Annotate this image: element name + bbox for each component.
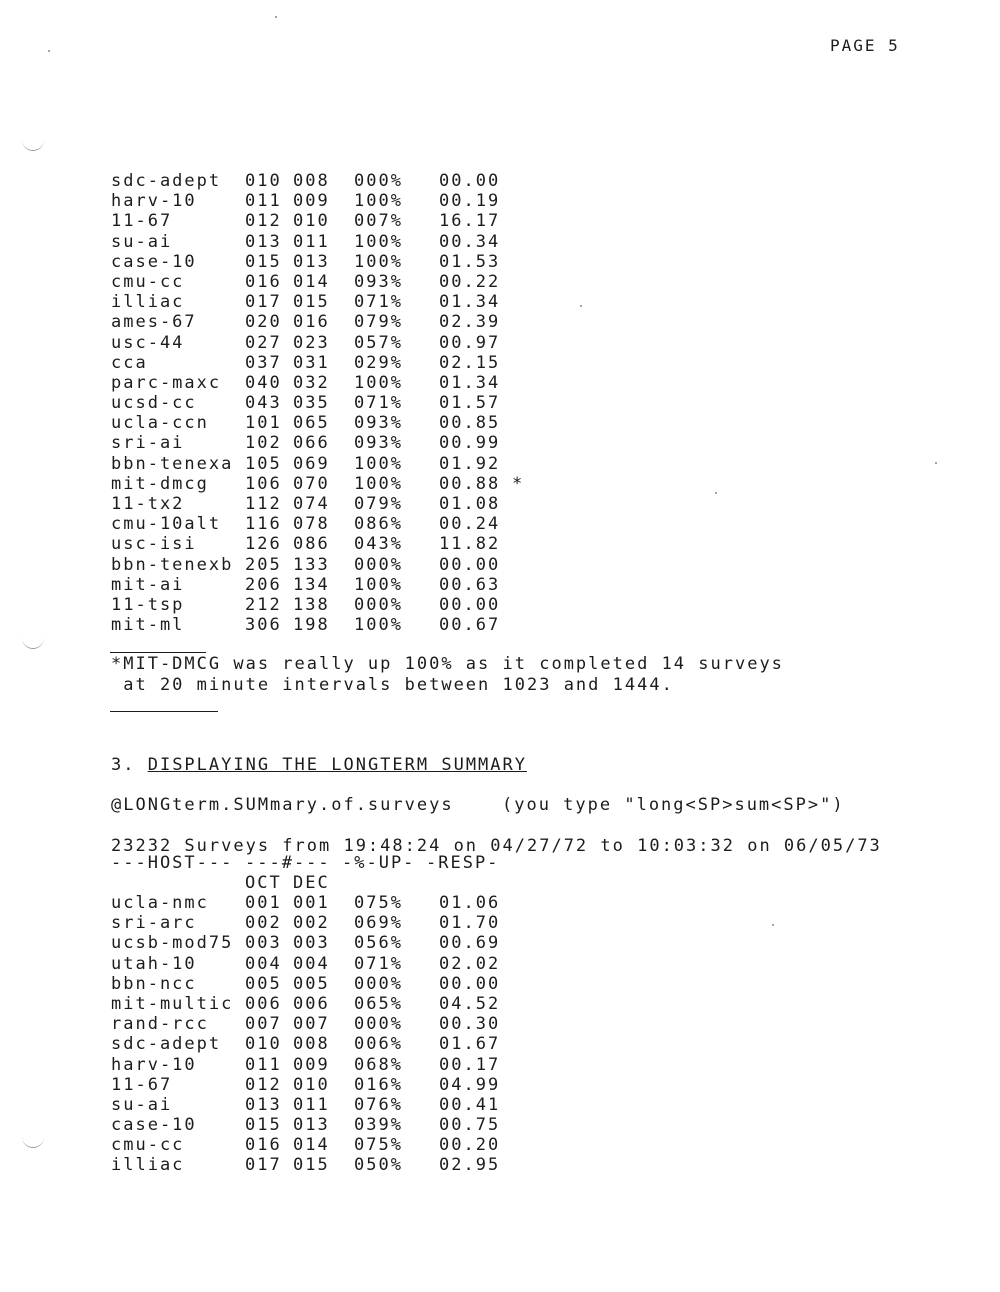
cell-host: rand-rcc [111, 1014, 209, 1035]
cell-host: su-ai [111, 1094, 173, 1115]
cell-dec: 138 [293, 594, 330, 615]
cell-host: usc-44 [111, 332, 185, 353]
cell-up: 100% [354, 574, 403, 595]
cell-up: 029% [354, 352, 403, 373]
cell-host: harv-10 [111, 191, 197, 212]
cell-oct: 005 [245, 973, 282, 994]
cell-oct: 004 [245, 953, 282, 974]
cell-host: case-10 [111, 251, 197, 272]
section-number: 3. [111, 755, 148, 775]
cell-dec: 015 [293, 292, 330, 313]
cell-up: 068% [354, 1054, 403, 1075]
cell-dec: 009 [293, 191, 330, 212]
cell-dec: 006 [293, 993, 330, 1014]
cell-host: ucsb-mod75 [111, 933, 234, 954]
footnote-rule [110, 652, 206, 653]
cell-host: 11-tx2 [111, 494, 185, 514]
cell-oct: 306 [245, 615, 282, 636]
cell-dec: 010 [293, 1074, 330, 1095]
cell-resp: 00.88 [439, 473, 501, 494]
scan-speck [772, 924, 774, 926]
cell-host: mit-dmcg [111, 473, 209, 494]
cell-dec: 011 [293, 231, 330, 252]
cell-up: 000% [354, 554, 403, 575]
cell-up: 075% [354, 1135, 403, 1156]
cell-resp: 00.00 [439, 554, 501, 575]
cell-dec: 013 [293, 1115, 330, 1136]
col-subheader-oct: OCT [245, 873, 282, 893]
cell-oct: 101 [245, 413, 282, 434]
cell-host: sri-ai [111, 433, 185, 454]
col-header-number: ---#--- [245, 853, 331, 873]
cell-oct: 003 [245, 933, 282, 954]
cell-up: 100% [354, 453, 403, 474]
cell-dec: 011 [293, 1094, 330, 1115]
cell-up: 100% [354, 231, 403, 252]
cell-up: 007% [354, 211, 403, 232]
cell-up: 079% [354, 312, 403, 333]
cell-resp: 02.39 [439, 312, 501, 333]
col-header-response: -RESP- [426, 853, 500, 873]
cell-host: 11-tsp [111, 594, 185, 615]
cell-oct: 017 [245, 292, 282, 313]
cell-up: 093% [354, 413, 403, 434]
footnote-line: at 20 minute intervals between 1023 and 1444. [111, 675, 674, 695]
cell-host: harv-10 [111, 1054, 197, 1075]
cell-oct: 037 [245, 352, 282, 373]
cell-oct: 013 [245, 1094, 282, 1115]
cell-oct: 027 [245, 332, 282, 353]
cell-host: mit-multic [111, 993, 234, 1014]
cell-oct: 040 [245, 372, 282, 393]
cell-dec: 066 [293, 433, 330, 454]
cell-up: 100% [354, 251, 403, 272]
cell-oct: 010 [245, 1034, 282, 1055]
cell-resp: 00.17 [439, 1054, 501, 1075]
cell-up: 000% [354, 171, 403, 191]
cell-host: parc-maxc [111, 372, 222, 393]
cell-host: sdc-adept [111, 1034, 222, 1055]
scan-mark [22, 1137, 44, 1148]
cell-oct: 012 [245, 211, 282, 232]
cell-oct: 206 [245, 574, 282, 595]
cell-resp: 00.00 [439, 594, 501, 615]
cell-host: case-10 [111, 1115, 197, 1136]
cell-dec: 001 [293, 893, 330, 913]
section-heading [111, 755, 527, 776]
cell-oct: 043 [245, 393, 282, 414]
cell-dec: 078 [293, 514, 330, 535]
cell-resp: 00.41 [439, 1094, 501, 1115]
cell-up: 016% [354, 1074, 403, 1095]
col-subheader-dec: DEC [293, 873, 330, 893]
cell-up: 071% [354, 393, 403, 414]
cell-up: 100% [354, 473, 403, 494]
cell-dec: 004 [293, 953, 330, 974]
cell-oct: 212 [245, 594, 282, 615]
cell-resp: 04.52 [439, 993, 501, 1014]
cell-up: 065% [354, 993, 403, 1014]
cell-up: 069% [354, 913, 403, 934]
cell-dec: 065 [293, 413, 330, 434]
cell-host: utah-10 [111, 953, 197, 974]
cell-resp: 01.53 [439, 251, 501, 272]
cell-host: ucla-nmc [111, 893, 209, 913]
cell-up: 057% [354, 332, 403, 353]
command-text: @LONGterm.SUMmary.of.surveys [111, 795, 454, 815]
cell-oct: 002 [245, 913, 282, 934]
summary-line: 23232 Surveys from 19:48:24 on 04/27/72 to 10:03:32 on 06/05/73 [111, 836, 882, 856]
cell-oct: 011 [245, 1054, 282, 1075]
cell-up: 076% [354, 1094, 403, 1115]
cell-host: su-ai [111, 231, 173, 252]
cell-resp: 01.92 [439, 453, 501, 474]
cell-dec: 002 [293, 913, 330, 934]
cell-host: usc-isi [111, 534, 197, 555]
cell-up: 006% [354, 1034, 403, 1055]
cell-dec: 008 [293, 1034, 330, 1055]
cell-up: 100% [354, 615, 403, 636]
cell-resp: 01.34 [439, 292, 501, 313]
cell-resp: 00.30 [439, 1014, 501, 1035]
cell-host: ucla-ccn [111, 413, 209, 434]
cell-oct: 006 [245, 993, 282, 1014]
cell-dec: 013 [293, 251, 330, 272]
cell-host: sdc-adept [111, 171, 222, 191]
footnote-line: *MIT-DMCG was really up 100% as it completed 14 surveys [111, 654, 784, 674]
cell-up: 056% [354, 933, 403, 954]
cell-dec: 086 [293, 534, 330, 555]
scan-speck [275, 16, 277, 18]
cell-resp: 02.95 [439, 1155, 501, 1176]
cell-resp: 00.85 [439, 413, 501, 434]
cell-oct: 016 [245, 271, 282, 292]
cell-host: cmu-cc [111, 271, 185, 292]
cell-up: 043% [354, 534, 403, 555]
cell-dec: 008 [293, 171, 330, 191]
cell-resp: 01.08 [439, 494, 501, 514]
cell-dec: 070 [293, 473, 330, 494]
cell-host: mit-ai [111, 574, 185, 595]
cell-host: 11-67 [111, 211, 173, 232]
cell-dec: 074 [293, 494, 330, 514]
cell-host: mit-ml [111, 615, 185, 636]
cell-oct: 105 [245, 453, 282, 474]
cell-oct: 013 [245, 231, 282, 252]
cell-resp: 01.57 [439, 393, 501, 414]
cell-oct: 010 [245, 171, 282, 191]
cell-dec: 198 [293, 615, 330, 636]
cell-host: ames-67 [111, 312, 197, 333]
cell-up: 100% [354, 191, 403, 212]
cell-oct: 001 [245, 893, 282, 913]
cell-resp: 00.69 [439, 933, 501, 954]
cell-host: cmu-10alt [111, 514, 222, 535]
cell-resp: 01.34 [439, 372, 501, 393]
cell-resp: 00.99 [439, 433, 501, 454]
cell-resp: 00.67 [439, 615, 501, 636]
cell-dec: 015 [293, 1155, 330, 1176]
cell-resp: 00.24 [439, 514, 501, 535]
cell-up: 086% [354, 514, 403, 535]
cell-resp: 00.22 [439, 271, 501, 292]
cell-up: 093% [354, 433, 403, 454]
cell-resp: 01.06 [439, 893, 501, 913]
cell-dec: 031 [293, 352, 330, 373]
cell-dec: 014 [293, 1135, 330, 1156]
cell-host: 11-67 [111, 1074, 173, 1095]
cell-dec: 003 [293, 933, 330, 954]
cell-resp: 00.20 [439, 1135, 501, 1156]
cell-oct: 106 [245, 473, 282, 494]
cell-oct: 015 [245, 251, 282, 272]
page-number: PAGE 5 [830, 36, 900, 55]
cell-host: illiac [111, 292, 185, 313]
cell-host: sri-arc [111, 913, 197, 934]
cell-resp: 00.19 [439, 191, 501, 212]
cell-oct: 017 [245, 1155, 282, 1176]
cell-dec: 035 [293, 393, 330, 414]
cell-resp: 00.00 [439, 171, 501, 191]
cell-oct: 015 [245, 1115, 282, 1136]
cell-host: ucsd-cc [111, 393, 197, 414]
cell-oct: 016 [245, 1135, 282, 1156]
scan-speck [48, 50, 50, 52]
scan-speck [935, 462, 937, 464]
cell-up: 075% [354, 893, 403, 913]
cell-up: 000% [354, 594, 403, 615]
cell-oct: 112 [245, 494, 282, 514]
cell-resp: 00.34 [439, 231, 501, 252]
divider-rule [110, 711, 218, 712]
cell-oct: 012 [245, 1074, 282, 1095]
cell-dec: 007 [293, 1014, 330, 1035]
cell-dec: 069 [293, 453, 330, 474]
cell-host: bbn-ncc [111, 973, 197, 994]
cell-resp: 00.75 [439, 1115, 501, 1136]
command-note: (you type "long<SP>sum<SP>") [502, 795, 845, 815]
cell-resp: 11.82 [439, 534, 501, 555]
section-title: DISPLAYING THE LONGTERM SUMMARY [147, 755, 527, 775]
cell-oct: 116 [245, 514, 282, 535]
cell-resp: 04.99 [439, 1074, 501, 1095]
cell-dec: 005 [293, 973, 330, 994]
cell-dec: 032 [293, 372, 330, 393]
cell-host: cmu-cc [111, 1135, 185, 1156]
scan-speck [580, 305, 582, 307]
col-header-host: ---HOST--- [111, 853, 234, 873]
scan-mark [22, 638, 44, 649]
cell-oct: 126 [245, 534, 282, 555]
cell-up: 093% [354, 271, 403, 292]
cell-resp: 01.67 [439, 1034, 501, 1055]
cell-dec: 014 [293, 271, 330, 292]
cell-oct: 007 [245, 1014, 282, 1035]
cell-dec: 016 [293, 312, 330, 333]
cell-up: 000% [354, 973, 403, 994]
cell-resp: 16.17 [439, 211, 501, 232]
cell-host: cca [111, 352, 148, 373]
cell-up: 039% [354, 1115, 403, 1136]
cell-up: 071% [354, 292, 403, 313]
cell-up: 079% [354, 494, 403, 514]
cell-resp: 02.02 [439, 953, 501, 974]
scan-speck [715, 492, 717, 494]
cell-resp: 00.63 [439, 574, 501, 595]
cell-dec: 133 [293, 554, 330, 575]
cell-up: 050% [354, 1155, 403, 1176]
cell-up: 100% [354, 372, 403, 393]
cell-dec: 134 [293, 574, 330, 595]
cell-oct: 011 [245, 191, 282, 212]
cell-host: illiac [111, 1155, 185, 1176]
cell-dec: 010 [293, 211, 330, 232]
cell-oct: 020 [245, 312, 282, 333]
cell-dec: 023 [293, 332, 330, 353]
cell-oct: 102 [245, 433, 282, 454]
cell-up: 071% [354, 953, 403, 974]
cell-resp: 00.97 [439, 332, 501, 353]
cell-resp: 00.00 [439, 973, 501, 994]
cell-host: bbn-tenexb [111, 554, 234, 575]
cell-dec: 009 [293, 1054, 330, 1075]
cell-oct: 205 [245, 554, 282, 575]
scan-mark [22, 140, 44, 151]
cell-mark: * [512, 473, 525, 494]
col-header-percent-up: -%-UP- [342, 853, 416, 873]
cell-up: 000% [354, 1014, 403, 1035]
cell-host: bbn-tenexa [111, 453, 234, 474]
cell-resp: 01.70 [439, 913, 501, 934]
cell-resp: 02.15 [439, 352, 501, 373]
